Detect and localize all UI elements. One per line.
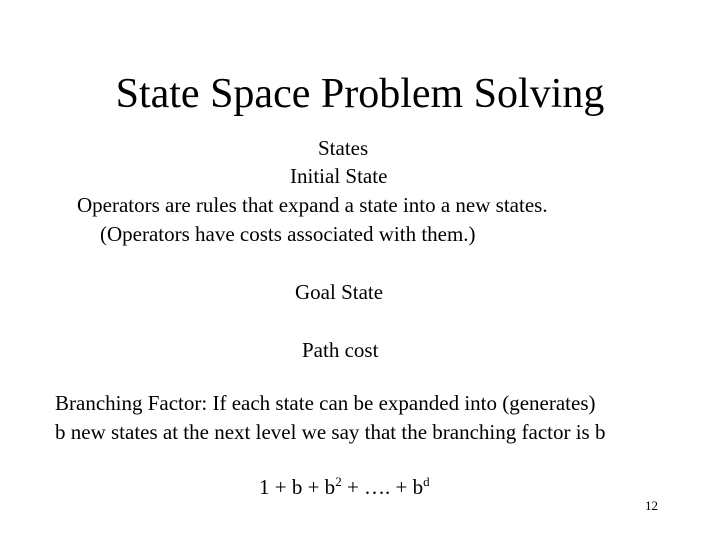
initial-state-label: Initial State [290,164,388,188]
formula-part-2: + …. + b [341,475,424,499]
states-label: States [318,136,369,160]
formula-exponent-d: d [423,474,430,489]
branching-formula [259,474,430,499]
path-cost-label: Path cost [302,338,379,362]
operators-text: Operators are rules that expand a state into a new states. [77,193,548,217]
page-number: 12 [645,498,658,513]
formula-exponent-2: 2 [335,474,342,489]
goal-state-label: Goal State [295,280,384,304]
branching-factor-line-1: Branching Factor: If each state can be expanded into (generates) [55,391,596,415]
formula-part-1: 1 + b + b [259,475,336,499]
slide-title: State Space Problem Solving [115,71,605,117]
operators-note: (Operators have costs associated with them.) [100,222,476,246]
branching-factor-line-2: b new states at the next level we say that the branching factor is b [55,420,606,444]
